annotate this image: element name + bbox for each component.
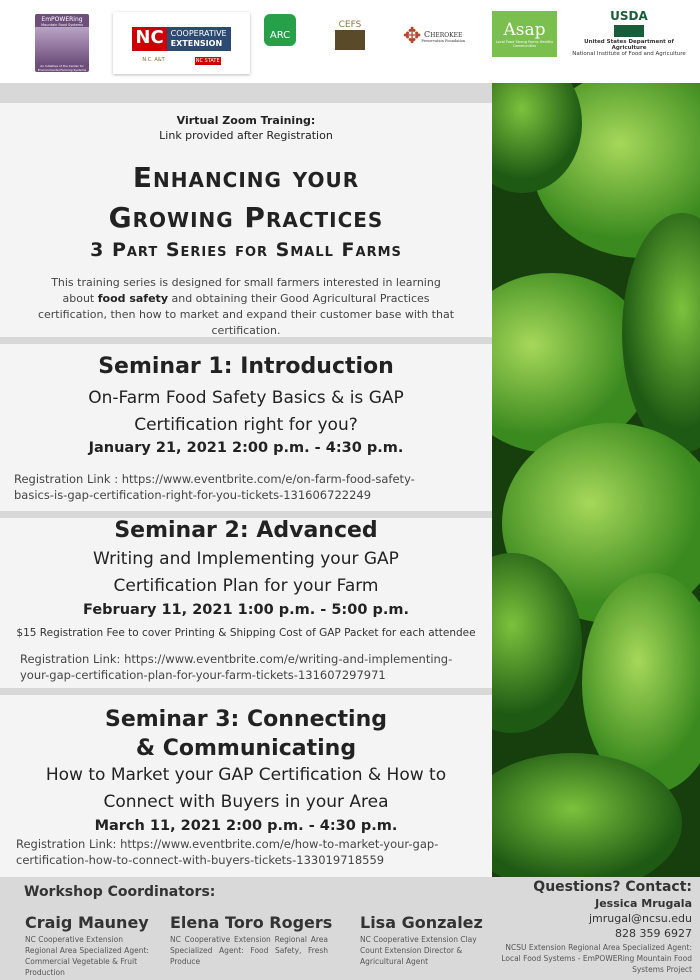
page-subtitle: 3 Part Series for Small Farms — [90, 239, 402, 261]
page-title: Enhancing your Growing Practices — [108, 161, 384, 234]
cefs-logo: CEFS — [325, 12, 375, 58]
main-content: Virtual Zoom Training: Link provided after Registration Enhancing your Growing Practices 3 Part Series for Small Farms This training series is designed for small farmers interested in learning about food safety and obtaining their Good Agricultural Practices certification, then how to market and expand their customer base with that certification. Seminar 1: Introduction On-Farm Food Safety Basics & is GAP Certification right for you? January 21, 2021 2:00 p.m. - 4:30 p.m. Registration Link : https://www.eventbrite.com/e/on-farm-food-safety-basics-is-gap-certification-right-for-you-tickets-131606722249 Seminar 2: Advanced Writing and Implementing your GAP Certification Plan for your Farm February 11, 2021 1:00 p.m. - 5:00 p.m. $15 Registration Fee to cover Printing & Shipping Cost of GAP Packet for each attendee Registration Link: https://www.eventbrite.com/e/writing-and-implementing-your-gap-certification-plan-for-your-farm-tickets-131607297971 Seminar 3: Connecting & Communicating How to Market your GAP Certification & How to Connect with Buyers in your Area March 11, 2021 2:00 p.m. - 4:30 p.m. Registration Link: https://www.eventbrite.com/e/how-to-market-your-gap-certification-how-to-connect-with-buyers-tickets-133019718559 — [0, 103, 492, 877]
top-band — [0, 83, 492, 103]
seminar-1-registration-link[interactable]: Registration Link : https://www.eventbrite.com/e/on-farm-food-safety-basics-is-gap-certification-right-for-you-tickets-131606722249 — [14, 472, 415, 502]
contact-phone: 828 359 6927 — [615, 927, 692, 940]
seminar-3-registration-link[interactable]: Registration Link: https://www.eventbrite.com/e/how-to-market-your-gap-certification-how-to-connect-with-buyers-tickets-133019718559 — [16, 837, 439, 867]
link-note: Link provided after Registration — [159, 129, 333, 142]
coordinators-heading: Workshop Coordinators: — [24, 884, 216, 900]
contact: Questions? Contact: Jessica Mrugala jmrugal@ncsu.edu 828 359 6927 NCSU Extension Regional Area Specialized Agent: Local Food Systems - EmPOWERing Mountain Food Systems Project — [492, 879, 692, 975]
arc-logo: ARC — [264, 14, 296, 46]
intro-text: This training series is designed for small farmers interested in learning about food safety and obtaining their Good Agricultural Practices certification, then how to market and expand their customer base with that certification. — [37, 276, 455, 337]
logo-bar — [0, 0, 700, 83]
cherokee-logo: ✥ Cherokee Preservation Foundation — [402, 23, 466, 49]
usda-logo: USDA United States Department of Agriculture National Institute of Food and Agriculture — [572, 9, 686, 57]
nc-cooperative-extension-logo: NC COOPERATIVE EXTENSION N.C. A&T NC STATE — [113, 12, 250, 74]
divider — [0, 337, 492, 344]
lettuce-photo — [492, 83, 700, 877]
asap-logo: Asap Local Food Strong Farms Healthy Communities — [492, 11, 557, 57]
empowering-logo: EmPOWERing Mountain Food Systems An Initiative of the Center for Environmental Farming Systems — [35, 14, 89, 72]
divider — [0, 688, 492, 695]
seminar-2-registration-link[interactable]: Registration Link: https://www.eventbrite.com/e/writing-and-implementing-your-gap-certification-plan-for-your-farm-tickets-131607297971 — [20, 652, 453, 682]
divider — [0, 511, 492, 518]
footer: Workshop Coordinators: Craig Mauney NC Cooperative Extension Regional Area Specialized Agent: Commercial Vegetable & Fruit Production Elena Toro Rogers NC Cooperative Extension Regional Area Specialized Agent: Food Safety, Fresh Produce Lisa Gonzalez NC Cooperative Extension Clay Count Extension Director & Agricultural Agent Questions? Contact: Jessica Mrugala jmrugal@ncsu.edu 828 359 6927 NCSU Extension Regional Area Specialized Agent: Local Food Systems - EmPOWERing Mountain Food Systems Project — [0, 877, 700, 980]
contact-email[interactable]: jmrugal@ncsu.edu — [589, 912, 692, 925]
virtual-training-label: Virtual Zoom Training: — [176, 114, 316, 127]
